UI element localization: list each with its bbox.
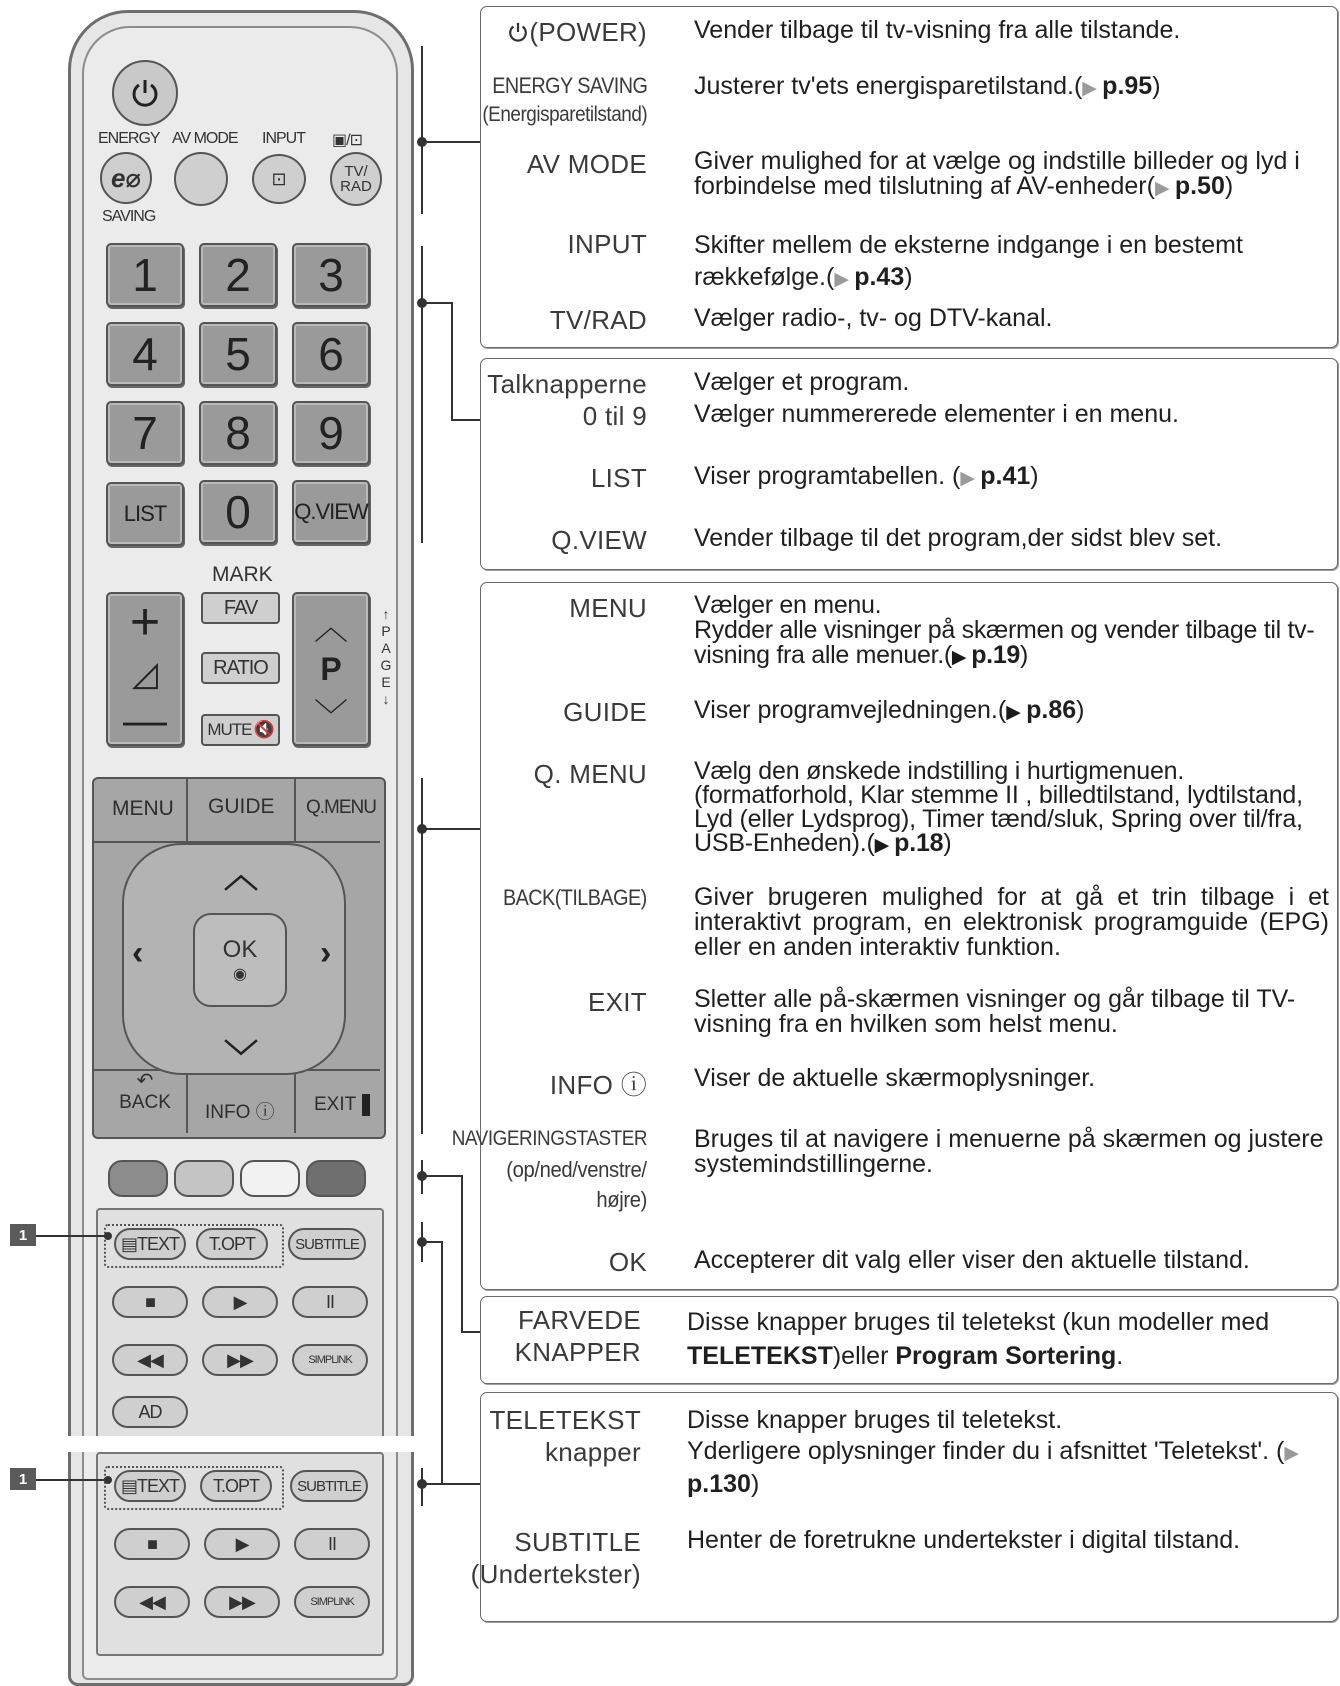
mark-label: MARK (212, 563, 273, 586)
desc-close: ) (1030, 462, 1039, 490)
menu-label: MENU (569, 593, 647, 623)
energy-saving-icon: e⌀ (110, 162, 142, 193)
desc-text: Disse knapper bruges til teletekst (kun modeller med (687, 1308, 1270, 1336)
volume-ramp-icon: ◿ (131, 655, 159, 693)
q-menu-label: Q. MENU (533, 759, 647, 789)
page-ref: p.43 (854, 263, 905, 291)
play-button[interactable]: ▶ (204, 1528, 280, 1560)
guide-label: GUIDE (563, 697, 647, 727)
exit-label: EXIT (314, 1094, 357, 1115)
nav-right-icon[interactable]: › (320, 934, 332, 972)
page-letter: A (381, 640, 391, 656)
nav-up-icon[interactable]: ︿ (224, 857, 258, 895)
page-ref-arrow-icon: ▶ (874, 835, 895, 856)
number-keys-label: Talknapperne (487, 369, 647, 399)
desc-text: Vælger en menu. (694, 591, 882, 619)
desc-close: ) (1076, 696, 1085, 724)
digit-key-5[interactable]: 5 (199, 322, 277, 386)
color-keys-desc (687, 1305, 1329, 1373)
power-desc: Vender tilbage til tv-visning fra alle tilstande. (694, 16, 1181, 44)
desc-close: ) (750, 1470, 760, 1498)
pause-button[interactable]: II (292, 1286, 368, 1318)
info-desc: Viser de aktuelle skærmoplysninger. (694, 1064, 1096, 1092)
subtitle-label: SUBTITLE (514, 1527, 641, 1557)
back-label: BACK (119, 1092, 171, 1113)
nav-down-icon[interactable]: ﹀ (224, 1039, 258, 1077)
desc-text: Viser programtabellen. ( (694, 462, 961, 490)
program-label: P (320, 650, 342, 687)
desc-text-2: Rydder alle visninger på skærmen og vender tilbage til tv-visning fra alle menuer.( (694, 616, 1315, 669)
teletext-label: TELETEKST (489, 1405, 641, 1435)
page-ref: p.130 (687, 1470, 751, 1498)
teletext-desc (687, 1405, 1329, 1500)
ok-desc: Accepterer dit valg eller viser den aktuelle tilstand. (694, 1246, 1250, 1274)
desc-text: Justerer tv'ets energisparetilstand.( (694, 72, 1083, 100)
rewind-button[interactable]: ◀◀ (112, 1344, 188, 1376)
page-ref: p.86 (1026, 696, 1077, 724)
guide-button[interactable]: GUIDE (208, 795, 275, 818)
back-desc: Giver brugeren mulighed for at gå et trin tilbage i et interaktivt program, en elektronisk programguide (EPG) eller en anden interaktiv funktion. (694, 883, 1329, 961)
input-desc (694, 229, 1329, 296)
input-icon: ⊡ (271, 168, 287, 189)
mute-label: MUTE (207, 720, 252, 739)
page-ref-arrow-icon: ▶ (834, 269, 855, 290)
subtitle-button[interactable]: SUBTITLE (288, 1228, 366, 1260)
navigation-keys-label: NAVIGERINGSTASTER (451, 1127, 647, 1150)
page-letter: E (381, 674, 391, 690)
input-label: INPUT (567, 229, 647, 259)
digit-key-1[interactable]: 1 (106, 243, 184, 307)
teletext-label-2: knapper (544, 1437, 641, 1467)
t-opt-button[interactable]: T.OPT (200, 1470, 272, 1502)
info-box-power-group (480, 6, 1338, 348)
ratio-button[interactable]: RATIO (201, 652, 280, 684)
nav-left-icon[interactable]: ‹ (132, 934, 144, 972)
page-ref-arrow-icon: ▶ (1082, 78, 1103, 99)
color-keys-label-2: KNAPPER (514, 1337, 641, 1367)
back-label: BACK(TILBAGE) (503, 885, 647, 910)
page-ref: p.95 (1102, 72, 1153, 100)
q-menu-desc (694, 759, 1329, 858)
list-desc (694, 463, 1329, 492)
simplink-button[interactable]: SIMPLINK (292, 1344, 368, 1376)
digit-key-7[interactable]: 7 (106, 401, 184, 465)
digit-key-9[interactable]: 9 (292, 401, 370, 465)
tvrad-icon-label: ▣/⊡ (332, 132, 362, 149)
simplink-button[interactable]: SIMPLINK (294, 1586, 370, 1618)
page-ref-arrow-icon: ▶ (1284, 1443, 1299, 1464)
digit-key-2[interactable]: 2 (199, 243, 277, 307)
info-box-teletext (470, 1392, 1338, 1622)
desc-text: Disse knapper bruges til teletekst. (687, 1406, 1063, 1434)
subtitle-desc: Henter de foretrukne undertekster i digital tilstand. (687, 1526, 1241, 1554)
tv-rad-label: TV/RAD (549, 305, 647, 335)
q-view-desc: Vender tilbage til det program,der sidst blev set. (694, 524, 1223, 552)
callout-marker-1: 1 (10, 1468, 36, 1490)
callout-marker-1: 1 (10, 1224, 36, 1246)
volume-down-icon: — (123, 696, 167, 745)
desc-text: Viser programvejledningen.( (694, 696, 1007, 724)
subtitle-button[interactable]: SUBTITLE (290, 1470, 368, 1502)
digit-key-6[interactable]: 6 (292, 322, 370, 386)
tv-rad-label: TV/ RAD (340, 163, 372, 195)
energy-saving-label: ENERGY SAVING (491, 73, 647, 98)
energy-saving-desc (694, 73, 1329, 102)
list-label: LIST (590, 463, 647, 493)
desc-text: Vælg den ønskede indstilling i hurtigmenuen. (formatforhold, Klar stemme II , billedtilstand, lydtilstand, Lyd (eller Lydsprog), Timer tænd/sluk, Spring over til/fra, USB-Enheden).( (694, 757, 1303, 857)
number-keys-desc: Vælger et program. (694, 368, 910, 396)
page-letter: G (380, 657, 392, 673)
zero-to-nine-desc: Vælger nummererede elementer i en menu. (694, 400, 1179, 428)
page-arrow-down-icon: ↓ (382, 691, 390, 707)
guide-desc (694, 697, 1329, 726)
av-mode-desc (694, 149, 1329, 201)
page-ref-arrow-icon: ▶ (951, 647, 972, 668)
power-label-text: (POWER) (529, 17, 647, 47)
subtitle-label-2: (Undertekster) (470, 1559, 641, 1589)
navigation-keys-sublabel-2: højre) (596, 1187, 647, 1212)
energy-saving-sublabel: (Energisparetilstand) (482, 103, 647, 126)
digit-key-4[interactable]: 4 (106, 322, 184, 386)
play-button[interactable]: ▶ (202, 1286, 278, 1318)
power-icon (507, 21, 529, 43)
volume-up-icon: + (129, 593, 161, 651)
saving-label: SAVING (102, 208, 156, 225)
q-view-label: Q.VIEW (551, 525, 647, 555)
page-ref-arrow-icon: ▶ (1006, 702, 1027, 723)
exit-desc: Sletter alle på-skærmen visninger og går tilbage til TV-visning fra en hvilken som helst menu. (694, 985, 1296, 1038)
text-label: TEXT (137, 1475, 180, 1496)
fast-forward-button[interactable]: ▶▶ (204, 1586, 280, 1618)
power-label (507, 17, 647, 48)
desc-close: ) (1224, 172, 1234, 200)
list-key[interactable]: LIST (106, 482, 184, 546)
desc-text-end: . (1116, 1342, 1124, 1370)
input-label: INPUT (262, 130, 305, 147)
q-menu-button[interactable]: Q.MENU (306, 797, 376, 818)
desc-close: ) (904, 263, 913, 291)
desc-text-mid: )eller (832, 1342, 896, 1370)
mute-icon: 🔇 (253, 720, 274, 739)
chevron-up-icon: ︿ (314, 609, 348, 647)
av-mode-label: AV MODE (172, 130, 238, 147)
q-view-key[interactable]: Q.VIEW (292, 480, 370, 544)
navigation-keys-sublabel: (op/ned/venstre/ (506, 1157, 647, 1182)
t-opt-button[interactable]: T.OPT (196, 1228, 268, 1260)
page-ref: p.41 (980, 462, 1031, 490)
teletext-icon: ▤ (120, 1475, 137, 1496)
program-sorting-emphasis: Program Sortering (895, 1342, 1117, 1370)
page-ref-arrow-icon: ▶ (960, 468, 981, 489)
menu-desc (694, 593, 1329, 670)
fav-button[interactable]: FAV (201, 592, 280, 624)
digit-key-8[interactable]: 8 (199, 401, 277, 465)
ok-label: OK (222, 936, 258, 963)
exit-label: EXIT (588, 987, 647, 1017)
info-box-navigation-group (451, 582, 1338, 1290)
desc-text: Giver mulighed for at vælge og indstille billeder og lyd i forbindelse med tilslutning af AV-enheder( (694, 147, 1300, 200)
desc-close: ) (943, 829, 952, 857)
desc-text-2: Yderligere oplysninger finder du i afsnittet 'Teletekst'. ( (687, 1437, 1285, 1465)
info-box-color-keys (480, 1296, 1338, 1384)
info-label: INFO ⓘ (549, 1070, 647, 1100)
page-letter: P (381, 623, 391, 639)
tv-rad-desc: Vælger radio-, tv- og DTV-kanal. (694, 304, 1053, 332)
rewind-button[interactable]: ◀◀ (114, 1586, 190, 1618)
text-label: TEXT (137, 1233, 180, 1254)
teletext-icon: ▤ (120, 1233, 137, 1254)
digit-key-3[interactable]: 3 (292, 243, 370, 307)
menu-button[interactable]: MENU (112, 797, 174, 820)
page-ref: p.19 (971, 641, 1021, 669)
stop-button[interactable]: ■ (114, 1528, 190, 1560)
navigation-keys-desc: Bruges til at navigere i menuerne på skærmen og justere systemindstillingerne. (694, 1125, 1324, 1178)
ok-dot-icon: ◉ (233, 966, 247, 983)
teletext-emphasis: TELETEKST (687, 1342, 833, 1370)
digit-key-0[interactable]: 0 (199, 480, 277, 544)
desc-close: ) (1020, 641, 1029, 669)
page-ref: p.18 (894, 829, 944, 857)
color-keys-label: FARVEDE (518, 1305, 641, 1335)
energy-label: ENERGY (98, 130, 160, 147)
zero-to-nine-label: 0 til 9 (582, 401, 647, 431)
ok-label: OK (608, 1247, 647, 1277)
chevron-down-icon: ﹀ (314, 698, 348, 736)
page-arrow-up-icon: ↑ (382, 606, 390, 622)
fast-forward-button[interactable]: ▶▶ (202, 1344, 278, 1376)
back-icon: ↶ (136, 1070, 154, 1092)
desc-close: ) (1152, 72, 1161, 100)
pause-button[interactable]: II (294, 1528, 370, 1560)
stop-button[interactable]: ■ (112, 1286, 188, 1318)
desc-text: Skifter mellem de eksterne indgange i en bestemt rækkefølge.( (694, 231, 1243, 291)
page-ref: p.50 (1174, 172, 1225, 200)
ad-button[interactable]: AD (112, 1396, 188, 1428)
info-button[interactable]: INFO ⓘ (205, 1102, 275, 1123)
page-ref-arrow-icon: ▶ (1154, 178, 1175, 199)
av-mode-label: AV MODE (526, 149, 647, 179)
info-box-number-group (480, 358, 1338, 570)
